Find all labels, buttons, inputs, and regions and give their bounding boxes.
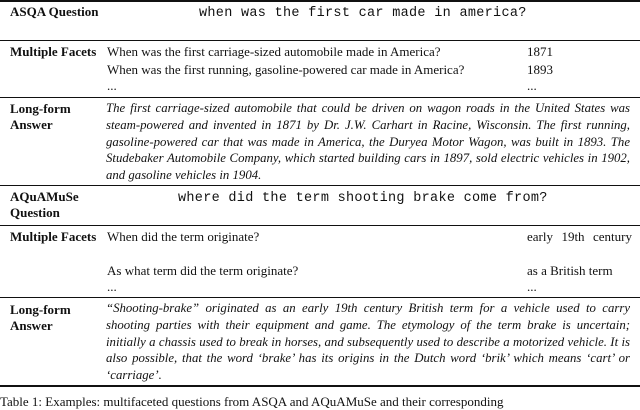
section-divider-rule xyxy=(0,185,640,186)
aquamuse-facet-answer: early 19th century xyxy=(527,229,632,244)
asqa-facet-answer: 1893 xyxy=(527,62,553,77)
asqa-question-rule xyxy=(0,40,640,41)
asqa-question-label: ASQA Question xyxy=(10,4,99,19)
aquamuse-answer-ellipsis: ... xyxy=(527,279,537,294)
aquamuse-facet-question: As what term did the term originate? xyxy=(107,263,299,278)
aquamuse-facet-ellipsis: ... xyxy=(107,279,117,294)
asqa-facets-rule xyxy=(0,97,640,98)
aquamuse-longform-label: Long-form Answer xyxy=(10,302,71,333)
aquamuse-facet-answer: as a British term xyxy=(527,263,613,278)
asqa-answer-ellipsis: ... xyxy=(527,78,537,93)
bottom-rule xyxy=(0,385,640,387)
asqa-facets-label: Multiple Facets xyxy=(10,44,97,59)
aquamuse-question-rule xyxy=(0,225,640,226)
asqa-longform-label: Long-form Answer xyxy=(10,101,71,132)
aquamuse-longform-answer: “Shooting-brake” originated as an early 19th century British term for a vehicle used to carry shooting parties with their equipment and game. The etymology of the term brake is uncertain; initially a chassis used to break in horses, and subsequently used to describe a motorized vehicle. It is also possible, that the word ‘brake’ has its origins in the Dutch word ‘brik’ which means ‘cart’ or ‘carriage’. xyxy=(106,301,630,383)
asqa-question-text: when was the first car made in america? xyxy=(199,6,527,21)
aquamuse-facets-rule xyxy=(0,297,640,298)
asqa-facet-question: When was the first running, gasoline-powered car made in America? xyxy=(107,62,465,77)
aquamuse-question-text: where did the term shooting brake come from? xyxy=(178,191,548,206)
asqa-facet-ellipsis: ... xyxy=(107,78,117,93)
aquamuse-facets-label: Multiple Facets xyxy=(10,229,97,244)
asqa-facet-answer: 1871 xyxy=(527,44,553,59)
aquamuse-question-label: AQuAMuSe Question xyxy=(10,189,79,220)
asqa-facet-question: When was the first carriage-sized automobile made in America? xyxy=(107,44,441,59)
asqa-longform-answer: The first carriage-sized automobile that could be driven on wagon roads in the United States was steam-powered and invented in 1871 by Dr. J.W. Carhart in Racine, Wisconsin. The first running, gasoline-powered car that was made in America, the Duryea Motor Wagon, was built in 1893. The Studebaker Automobile Company, which started building cars in 1897, sold electric vehicles in 1902, and gasoline vehicles in 1904. xyxy=(106,101,630,183)
aquamuse-facet-question: When did the term originate? xyxy=(107,229,260,244)
top-rule xyxy=(0,0,640,2)
table-caption: Table 1: Examples: multifaceted questions from ASQA and AQuAMuSe and their corresponding xyxy=(0,394,504,409)
